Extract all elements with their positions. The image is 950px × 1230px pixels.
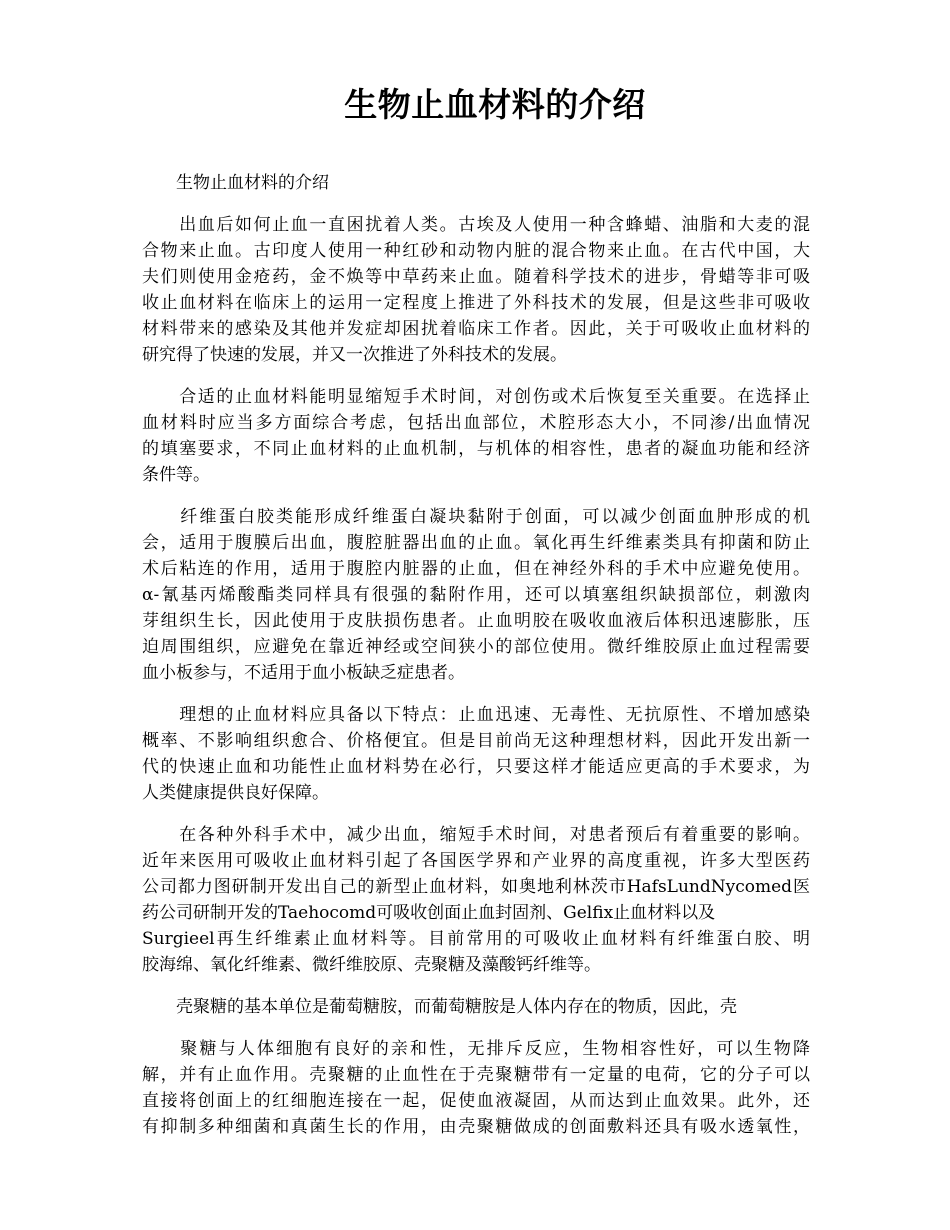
text-line: 的填塞要求，不同止血材料的止血机制，与机体的相容性，患者的凝血功能和经济 <box>142 439 810 459</box>
text-line: 理想的止血材料应具备以下特点：止血迅速、无毒性、无抗原性、不增加感染 <box>142 705 810 725</box>
text-line: 直接将创面上的红细胞连接在一起，促使血液凝固，从而达到止血效果。此外，还 <box>142 1091 810 1111</box>
text-line: 条件等。 <box>142 465 210 485</box>
paragraph <box>142 384 810 488</box>
text-line: 有抑制多种细菌和真菌生长的作用，由壳聚糖做成的创面敷料还具有吸水透氧性， <box>142 1117 810 1137</box>
text-line: 血材料时应当多方面综合考虑，包括出血部位，术腔形态大小，不同渗/出血情况 <box>142 413 810 433</box>
text-line: 术后粘连的作用，适用于腹腔内脏器的止血，但在神经外科的手术中应避免使用。 <box>142 559 810 579</box>
paragraph <box>142 170 810 196</box>
text-line: 合物来止血。古印度人使用一种红砂和动物内脏的混合物来止血。在古代中国，大 <box>142 241 810 261</box>
text-line: 研究得了快速的发展，并又一次推进了外科技术的发展。 <box>142 345 567 365</box>
text-line: 出血后如何止血一直困扰着人类。古埃及人使用一种含蜂蜡、油脂和大麦的混 <box>142 215 810 235</box>
text-line: 代的快速止血和功能性止血材料势在必行，只要这样才能适应更高的手术要求，为 <box>142 757 810 777</box>
text-line: 生物止血材料的介绍 <box>142 173 329 193</box>
text-line: 材料带来的感染及其他并发症却困扰着临床工作者。因此，关于可吸收止血材料的 <box>142 319 810 339</box>
text-line: α-氰基丙烯酸酯类同样具有很强的黏附作用，还可以填塞组织缺损部位，刺激肉 <box>142 585 810 605</box>
text-line: 合适的止血材料能明显缩短手术时间，对创伤或术后恢复至关重要。在选择止 <box>142 387 810 407</box>
text-line: 胶海绵、氧化纤维素、微纤维胶原、壳聚糖及藻酸钙纤维等。 <box>142 955 601 975</box>
paragraph <box>142 504 810 686</box>
paragraph <box>142 994 810 1020</box>
text-line: 血小板参与，不适用于血小板缺乏症患者。 <box>142 663 465 683</box>
text-line: 药公司研制开发的Taehocomd可吸收创面止血封固剂、Gelfix止血材料以及 <box>142 903 716 923</box>
paragraph <box>142 822 810 978</box>
paragraph <box>142 1036 810 1140</box>
text-line: 纤维蛋白胶类能形成纤维蛋白凝块黏附于创面，可以减少创面血肿形成的机 <box>142 507 810 527</box>
text-line: 夫们则使用金疮药，金不焕等中草药来止血。随着科学技术的进步，骨蜡等非可吸 <box>142 267 810 287</box>
document-title: 生物止血材料的介绍 <box>344 85 646 124</box>
paragraph <box>142 212 810 368</box>
paragraph <box>142 702 810 806</box>
text-line: 在各种外科手术中，减少出血，缩短手术时间，对患者预后有着重要的影响。 <box>142 825 810 845</box>
text-line: 聚糖与人体细胞有良好的亲和性，无排斥反应，生物相容性好，可以生物降 <box>142 1039 810 1059</box>
text-line: 迫周围组织，应避免在靠近神经或空间狭小的部位使用。微纤维胶原止血过程需要 <box>142 637 810 657</box>
text-line: 概率、不影响组织愈合、价格便宜。但是目前尚无这种理想材料，因此开发出新一 <box>142 731 810 751</box>
text-line: Surgieel再生纤维素止血材料等。目前常用的可吸收止血材料有纤维蛋白胶、明 <box>142 929 810 949</box>
text-line: 解，并有止血作用。壳聚糖的止血性在于壳聚糖带有一定量的电荷，它的分子可以 <box>142 1065 810 1085</box>
text-line: 公司都力图研制开发出自己的新型止血材料，如奥地利林茨市HafsLundNycomed医 <box>142 877 810 897</box>
text-line: 芽组织生长，因此使用于皮肤损伤患者。止血明胶在吸收血液后体积迅速膨胀，压 <box>142 611 810 631</box>
text-line: 壳聚糖的基本单位是葡萄糖胺，而葡萄糖胺是人体内存在的物质，因此，壳 <box>142 997 737 1017</box>
text-line: 近年来医用可吸收止血材料引起了各国医学界和产业界的高度重视，许多大型医药 <box>142 851 810 871</box>
text-line: 人类健康提供良好保障。 <box>142 783 329 803</box>
text-line: 会，适用于腹膜后出血，腹腔脏器出血的止血。氧化再生纤维素类具有抑菌和防止 <box>142 533 810 553</box>
text-line: 收止血材料在临床上的运用一定程度上推进了外科技术的发展，但是这些非可吸收 <box>142 293 810 313</box>
document-body <box>142 170 810 1156</box>
